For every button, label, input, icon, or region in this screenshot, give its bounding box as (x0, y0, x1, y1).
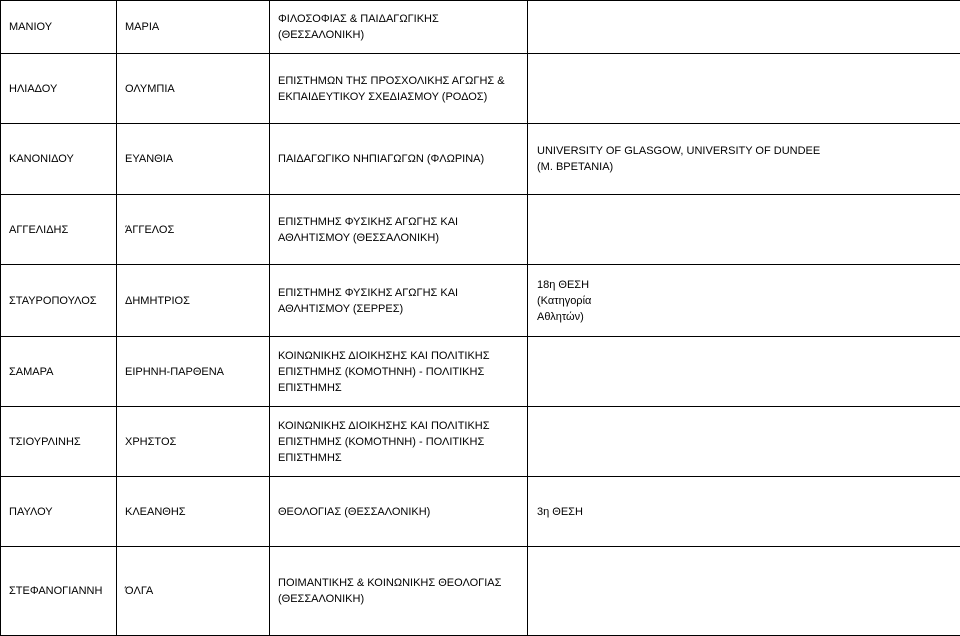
note-cell (528, 407, 960, 477)
note-cell (528, 1, 960, 54)
table-row (1, 407, 960, 477)
note-cell: 3η ΘΕΣΗ (528, 477, 960, 547)
note-cell (528, 337, 960, 407)
table-row (1, 547, 960, 636)
surname-cell: ΜΑΝΙΟΥ (1, 1, 117, 54)
name-cell: ΚΛΕΑΝΘΗΣ (117, 477, 270, 547)
table-row (1, 1, 960, 54)
department-cell: ΠΟΙΜΑΝΤΙΚΗΣ & ΚΟΙΝΩΝΙΚΗΣ ΘΕΟΛΟΓΙΑΣ (ΘΕΣΣΑΛΟΝΙΚΗ) (270, 547, 528, 636)
name-cell: ΔΗΜΗΤΡΙΟΣ (117, 265, 270, 337)
name-cell: ΟΛΥΜΠΙΑ (117, 54, 270, 124)
department-cell: ΠΑΙΔΑΓΩΓΙΚΟ ΝΗΠΙΑΓΩΓΩΝ (ΦΛΩΡΙΝΑ) (270, 124, 528, 195)
surname-cell: ΗΛΙΑΔΟΥ (1, 54, 117, 124)
surname-cell: ΤΣΙΟΥΡΛΙΝΗΣ (1, 407, 117, 477)
name-cell: ΌΛΓΑ (117, 547, 270, 636)
table-row (1, 124, 960, 195)
name-cell: ΧΡΗΣΤΟΣ (117, 407, 270, 477)
surname-cell: ΣΑΜΑΡΑ (1, 337, 117, 407)
department-cell: ΦΙΛΟΣΟΦΙΑΣ & ΠΑΙΔΑΓΩΓΙΚΗΣ (ΘΕΣΣΑΛΟΝΙΚΗ) (270, 1, 528, 54)
surname-cell: ΣΤΕΦΑΝΟΓΙΑΝΝΗ (1, 547, 117, 636)
note-cell: 18η ΘΕΣΗ (Κατηγορία Αθλητών) (528, 265, 960, 337)
table-row (1, 337, 960, 407)
department-cell: ΚΟΙΝΩΝΙΚΗΣ ΔΙΟΙΚΗΣΗΣ ΚΑΙ ΠΟΛΙΤΙΚΗΣ ΕΠΙΣΤΗΜΗΣ (ΚΟΜΟΤΗΝΗ) - ΠΟΛΙΤΙΚΗΣ ΕΠΙΣΤΗΜΗΣ (270, 407, 528, 477)
department-cell: ΕΠΙΣΤΗΜΗΣ ΦΥΣΙΚΗΣ ΑΓΩΓΗΣ ΚΑΙ ΑΘΛΗΤΙΣΜΟΥ (ΘΕΣΣΑΛΟΝΙΚΗ) (270, 195, 528, 265)
department-cell: ΕΠΙΣΤΗΜΩΝ ΤΗΣ ΠΡΟΣΧΟΛΙΚΗΣ ΑΓΩΓΗΣ & ΕΚΠΑΙΔΕΥΤΙΚΟΥ ΣΧΕΔΙΑΣΜΟΥ (ΡΟΔΟΣ) (270, 54, 528, 124)
table-row (1, 195, 960, 265)
surname-cell: ΑΓΓΕΛΙΔΗΣ (1, 195, 117, 265)
note-cell: UNIVERSITY OF GLASGOW, UNIVERSITY OF DUNDEE (Μ. ΒΡΕΤΑΝΙΑ) (528, 124, 960, 195)
name-cell: ΕΙΡΗΝΗ-ΠΑΡΘΕΝΑ (117, 337, 270, 407)
table-row (1, 477, 960, 547)
table-row (1, 265, 960, 337)
department-cell: ΘΕΟΛΟΓΙΑΣ (ΘΕΣΣΑΛΟΝΙΚΗ) (270, 477, 528, 547)
name-cell: ΜΑΡΙΑ (117, 1, 270, 54)
department-cell: ΕΠΙΣΤΗΜΗΣ ΦΥΣΙΚΗΣ ΑΓΩΓΗΣ ΚΑΙ ΑΘΛΗΤΙΣΜΟΥ (ΣΕΡΡΕΣ) (270, 265, 528, 337)
note-cell (528, 195, 960, 265)
name-cell: ΕΥΑΝΘΙΑ (117, 124, 270, 195)
surname-cell: ΠΑΥΛΟΥ (1, 477, 117, 547)
note-cell (528, 54, 960, 124)
surname-cell: ΣΤΑΥΡΟΠΟΥΛΟΣ (1, 265, 117, 337)
name-cell: ΆΓΓΕΛΟΣ (117, 195, 270, 265)
table-row (1, 54, 960, 124)
surname-cell: ΚΑΝΟΝΙΔΟΥ (1, 124, 117, 195)
note-cell (528, 547, 960, 636)
department-cell: ΚΟΙΝΩΝΙΚΗΣ ΔΙΟΙΚΗΣΗΣ ΚΑΙ ΠΟΛΙΤΙΚΗΣ ΕΠΙΣΤΗΜΗΣ (ΚΟΜΟΤΗΝΗ) - ΠΟΛΙΤΙΚΗΣ ΕΠΙΣΤΗΜΗΣ (270, 337, 528, 407)
